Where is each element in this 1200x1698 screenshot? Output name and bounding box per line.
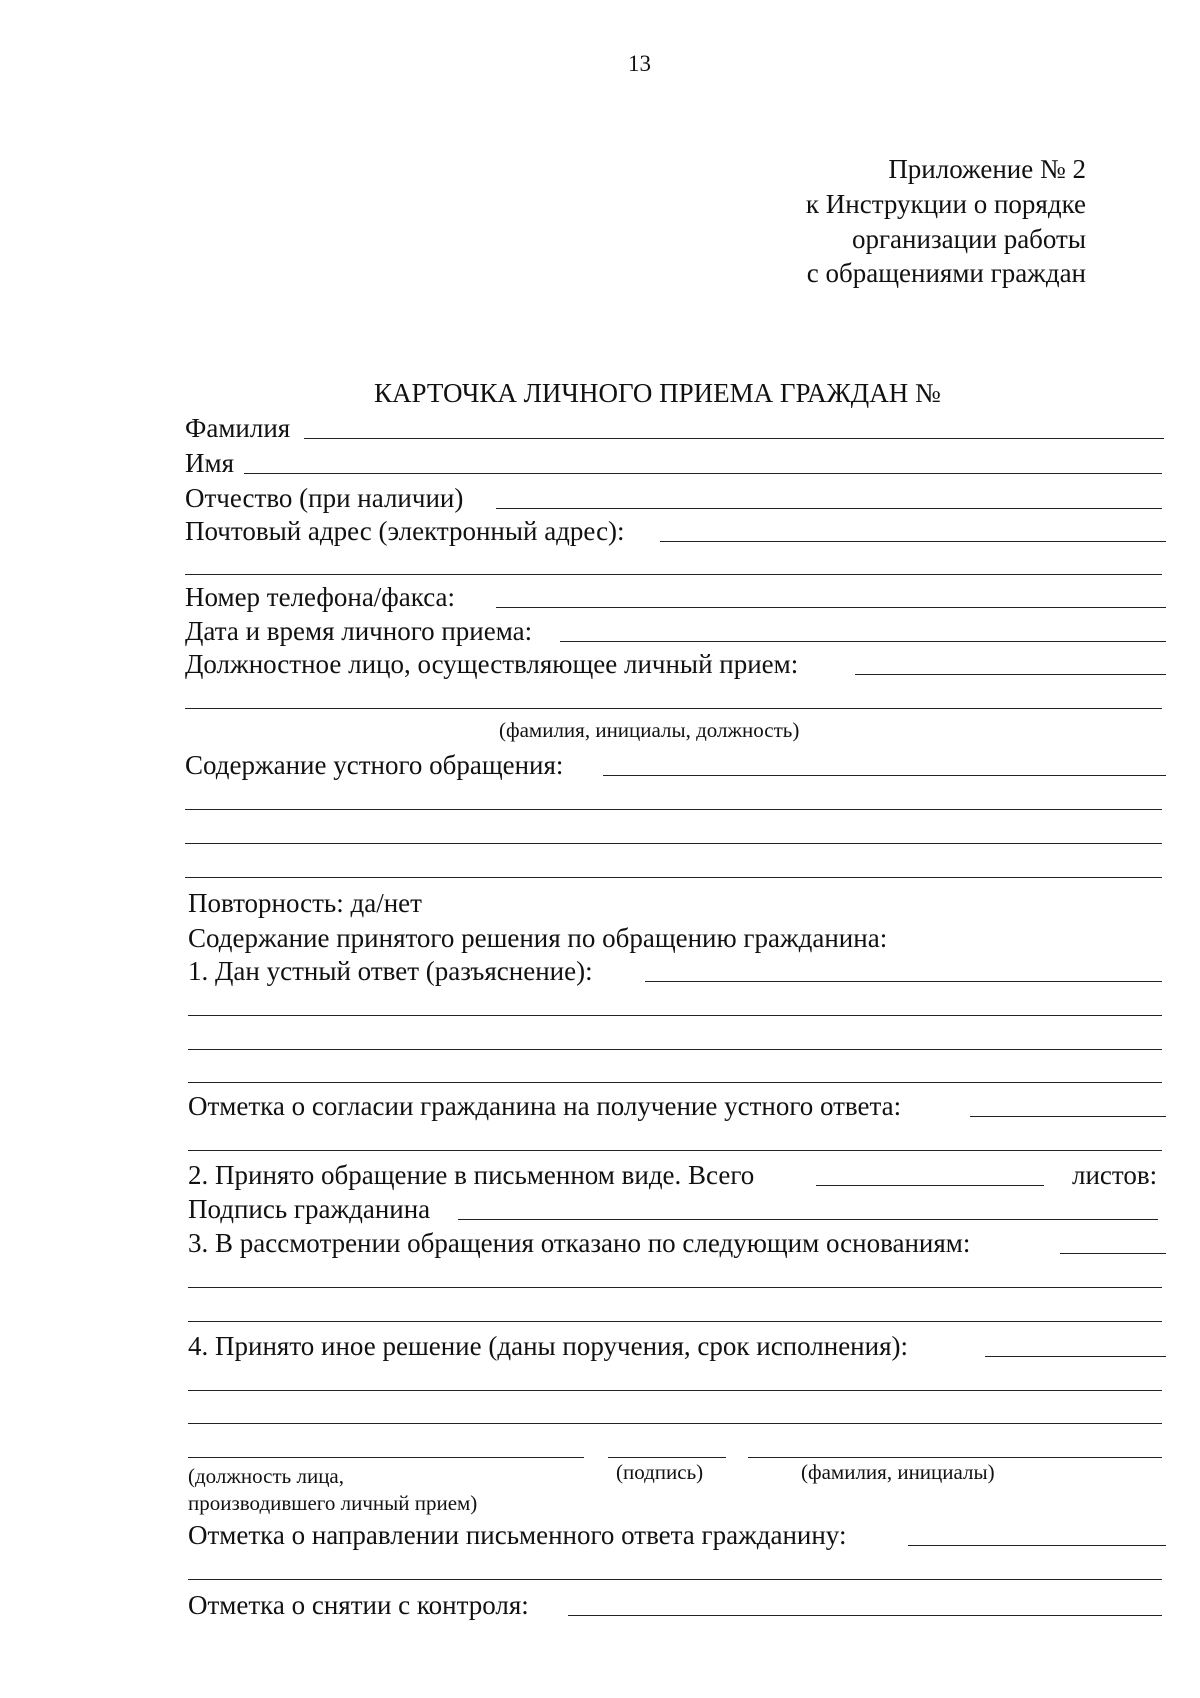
item1-line[interactable] — [645, 981, 1162, 982]
sig-position-hint-2: производившего личный прием) — [188, 1491, 478, 1515]
official-line-2[interactable] — [185, 708, 1162, 709]
official-line[interactable] — [855, 674, 1166, 675]
surname-label: Фамилия — [185, 413, 291, 443]
item1-line-2[interactable] — [188, 1015, 1162, 1016]
item1-label: 1. Дан устный ответ (разъяснение): — [188, 956, 593, 986]
item2-sheets-label: листов: — [1072, 1160, 1158, 1190]
consent-line-2[interactable] — [188, 1150, 1162, 1151]
item3-line[interactable] — [1060, 1253, 1166, 1254]
sig-signature-line[interactable] — [608, 1457, 726, 1458]
item2-sheets-line[interactable] — [816, 1185, 1044, 1186]
datetime-line[interactable] — [560, 641, 1166, 642]
repeat-label: Повторность: да/нет — [188, 888, 422, 918]
item3-line-2[interactable] — [188, 1287, 1162, 1288]
sig-name-hint: (фамилия, инициалы) — [801, 1460, 995, 1484]
appendix-line-4: с обращениями граждан — [806, 258, 1086, 288]
datetime-label: Дата и время личного приема: — [185, 616, 533, 646]
written-answer-line[interactable] — [908, 1545, 1166, 1546]
address-line-2[interactable] — [185, 574, 1162, 575]
item1-line-3[interactable] — [188, 1049, 1162, 1050]
surname-line[interactable] — [304, 438, 1164, 439]
page-number: 13 — [628, 51, 651, 76]
appendix-line-1: Приложение № 2 — [888, 154, 1086, 184]
item3-label: 3. В рассмотрении обращения отказано по следующим основаниям: — [188, 1228, 971, 1258]
control-line[interactable] — [568, 1615, 1162, 1616]
address-label: Почтовый адрес (электронный адрес): — [185, 516, 625, 546]
consent-label: Отметка о согласии гражданина на получение устного ответа: — [188, 1091, 902, 1121]
control-label: Отметка о снятии с контроля: — [188, 1590, 529, 1620]
official-label: Должностное лицо, осуществляющее личный прием: — [185, 649, 799, 679]
signature-label: Подпись гражданина — [188, 1194, 431, 1224]
official-hint: (фамилия, инициалы, должность) — [499, 718, 800, 742]
written-answer-label: Отметка о направлении письменного ответа гражданину: — [188, 1520, 847, 1550]
content-line[interactable] — [603, 775, 1166, 776]
item4-line-3[interactable] — [188, 1423, 1162, 1424]
address-line[interactable] — [660, 541, 1166, 542]
phone-label: Номер телефона/факса: — [185, 582, 456, 612]
content-line-4[interactable] — [185, 877, 1162, 878]
page-title: КАРТОЧКА ЛИЧНОГО ПРИЕМА ГРАЖДАН № — [374, 378, 941, 408]
content-line-3[interactable] — [185, 843, 1162, 844]
patronymic-label: Отчество (при наличии) — [185, 483, 464, 513]
phone-line[interactable] — [496, 607, 1166, 608]
item2-label: 2. Принято обращение в письменном виде. Всего — [188, 1160, 755, 1190]
consent-line[interactable] — [970, 1116, 1166, 1117]
name-line[interactable] — [244, 473, 1162, 474]
content-line-2[interactable] — [185, 809, 1162, 810]
sig-position-hint-1: (должность лица, — [188, 1464, 345, 1488]
signature-line[interactable] — [458, 1219, 1158, 1220]
sig-signature-hint: (подпись) — [616, 1460, 704, 1484]
written-answer-line-2[interactable] — [188, 1579, 1162, 1580]
item4-line[interactable] — [985, 1356, 1166, 1357]
decision-label: Содержание принятого решения по обращению гражданина: — [188, 923, 888, 953]
patronymic-line[interactable] — [496, 508, 1162, 509]
sig-name-line[interactable] — [748, 1457, 1162, 1458]
sig-position-line[interactable] — [188, 1457, 584, 1458]
appendix-line-3: организации работы — [851, 224, 1086, 254]
name-label: Имя — [185, 448, 235, 478]
item3-line-3[interactable] — [188, 1321, 1162, 1322]
item1-line-4[interactable] — [188, 1082, 1162, 1083]
content-label: Содержание устного обращения: — [185, 750, 564, 780]
item4-line-2[interactable] — [188, 1390, 1162, 1391]
appendix-line-2: к Инструкции о порядке — [805, 189, 1086, 219]
item4-label: 4. Принято иное решение (даны поручения, срок исполнения): — [188, 1331, 908, 1361]
